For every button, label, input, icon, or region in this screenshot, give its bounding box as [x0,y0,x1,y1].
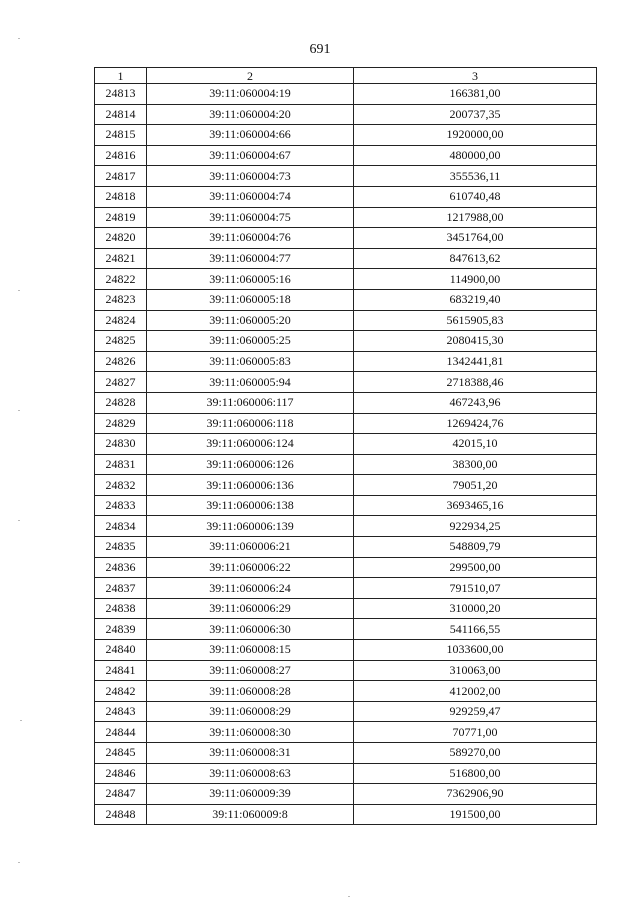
cadastral-number: 39:11:060008:28 [147,681,354,702]
scan-speck [18,410,20,411]
row-number: 24827 [95,372,147,393]
value: 1033600,00 [354,640,597,661]
cadastral-number: 39:11:060008:31 [147,743,354,764]
value: 412002,00 [354,681,597,702]
table-row [95,722,597,743]
row-number: 24824 [95,310,147,331]
row-number: 24823 [95,289,147,310]
cadastral-number: 39:11:060008:30 [147,722,354,743]
row-number: 24830 [95,434,147,455]
value: 683219,40 [354,289,597,310]
table-row [95,125,597,146]
row-number: 24844 [95,722,147,743]
cadastral-number: 39:11:060006:21 [147,537,354,558]
header-row [95,68,597,84]
value: 2718388,46 [354,372,597,393]
header-col-3: 3 [354,68,597,84]
row-number: 24819 [95,207,147,228]
cadastral-number: 39:11:060008:29 [147,701,354,722]
value: 1217988,00 [354,207,597,228]
value: 929259,47 [354,701,597,722]
table-row [95,207,597,228]
row-number: 24848 [95,804,147,825]
value: 1920000,00 [354,125,597,146]
table-row [95,228,597,249]
table-row [95,681,597,702]
value: 516800,00 [354,763,597,784]
table-row [95,331,597,352]
row-number: 24821 [95,248,147,269]
scan-speck [18,520,20,521]
table-row [95,84,597,105]
value: 70771,00 [354,722,597,743]
table-row [95,372,597,393]
table-row [95,784,597,805]
table-row [95,289,597,310]
table-row [95,186,597,207]
row-number: 24816 [95,145,147,166]
value: 480000,00 [354,145,597,166]
value: 355536,11 [354,166,597,187]
value: 38300,00 [354,454,597,475]
row-number: 24817 [95,166,147,187]
row-number: 24843 [95,701,147,722]
cadastral-number: 39:11:060006:118 [147,413,354,434]
value: 2080415,30 [354,331,597,352]
cadastral-number: 39:11:060005:25 [147,331,354,352]
cadastral-number: 39:11:060008:15 [147,640,354,661]
header-col-1: 1 [95,68,147,84]
cadastral-number: 39:11:060008:63 [147,763,354,784]
cadastral-number: 39:11:060004:73 [147,166,354,187]
value: 922934,25 [354,516,597,537]
value: 610740,48 [354,186,597,207]
row-number: 24838 [95,598,147,619]
value: 200737,35 [354,104,597,125]
value: 310000,20 [354,598,597,619]
cadastral-number: 39:11:060009:8 [147,804,354,825]
value: 299500,00 [354,557,597,578]
table-row [95,660,597,681]
row-number: 24828 [95,392,147,413]
cadastral-number: 39:11:060004:19 [147,84,354,105]
table-row [95,537,597,558]
table-row [95,619,597,640]
row-number: 24837 [95,578,147,599]
value: 3451764,00 [354,228,597,249]
row-number: 24836 [95,557,147,578]
value: 791510,07 [354,578,597,599]
cadastral-number: 39:11:060008:27 [147,660,354,681]
table-row [95,475,597,496]
row-number: 24846 [95,763,147,784]
table-row [95,145,597,166]
scan-speck [20,720,22,721]
table-row [95,516,597,537]
table-row [95,392,597,413]
row-number: 24820 [95,228,147,249]
table-row [95,269,597,290]
table-row [95,578,597,599]
scan-speck [18,862,20,863]
value: 548809,79 [354,537,597,558]
row-number: 24822 [95,269,147,290]
scan-speck [18,38,20,39]
cadastral-number: 39:11:060009:39 [147,784,354,805]
value: 7362906,90 [354,784,597,805]
table-row [95,248,597,269]
cadastral-number: 39:11:060005:18 [147,289,354,310]
table-row [95,351,597,372]
cadastral-number: 39:11:060006:138 [147,495,354,516]
row-number: 24847 [95,784,147,805]
value: 310063,00 [354,660,597,681]
cadastral-number: 39:11:060005:94 [147,372,354,393]
cadastral-number: 39:11:060004:75 [147,207,354,228]
row-number: 24834 [95,516,147,537]
value: 467243,96 [354,392,597,413]
row-number: 24842 [95,681,147,702]
cadastral-number: 39:11:060006:136 [147,475,354,496]
table-row [95,413,597,434]
cadastral-number: 39:11:060006:30 [147,619,354,640]
row-number: 24818 [95,186,147,207]
cadastral-number: 39:11:060006:126 [147,454,354,475]
row-number: 24814 [95,104,147,125]
value: 589270,00 [354,743,597,764]
table-row [95,495,597,516]
value: 1342441,81 [354,351,597,372]
table-row [95,598,597,619]
register-table [94,67,597,825]
cadastral-number: 39:11:060005:20 [147,310,354,331]
cadastral-number: 39:11:060004:66 [147,125,354,146]
table-row [95,701,597,722]
table-row [95,434,597,455]
table-row [95,104,597,125]
cadastral-number: 39:11:060005:83 [147,351,354,372]
table-body [95,84,597,825]
header-col-2: 2 [147,68,354,84]
value: 847613,62 [354,248,597,269]
value: 114900,00 [354,269,597,290]
table-row [95,557,597,578]
row-number: 24829 [95,413,147,434]
value: 541166,55 [354,619,597,640]
row-number: 24826 [95,351,147,372]
cadastral-number: 39:11:060006:29 [147,598,354,619]
row-number: 24815 [95,125,147,146]
value: 191500,00 [354,804,597,825]
cadastral-number: 39:11:060004:20 [147,104,354,125]
value: 42015,10 [354,434,597,455]
page-number: 691 [309,42,331,57]
value: 79051,20 [354,475,597,496]
row-number: 24813 [95,84,147,105]
table-row [95,763,597,784]
cadastral-number: 39:11:060004:76 [147,228,354,249]
scan-speck [348,896,350,897]
row-number: 24831 [95,454,147,475]
scan-speck [18,290,20,291]
table-row [95,166,597,187]
table-row [95,454,597,475]
row-number: 24835 [95,537,147,558]
cadastral-number: 39:11:060004:74 [147,186,354,207]
row-number: 24845 [95,743,147,764]
row-number: 24832 [95,475,147,496]
table-row [95,310,597,331]
row-number: 24825 [95,331,147,352]
value: 1269424,76 [354,413,597,434]
cadastral-number: 39:11:060005:16 [147,269,354,290]
cadastral-number: 39:11:060006:139 [147,516,354,537]
table-row [95,743,597,764]
row-number: 24840 [95,640,147,661]
cadastral-number: 39:11:060006:117 [147,392,354,413]
row-number: 24841 [95,660,147,681]
value: 5615905,83 [354,310,597,331]
value: 3693465,16 [354,495,597,516]
table-row [95,804,597,825]
cadastral-number: 39:11:060006:24 [147,578,354,599]
cadastral-number: 39:11:060004:77 [147,248,354,269]
value: 166381,00 [354,84,597,105]
row-number: 24839 [95,619,147,640]
table-row [95,640,597,661]
cadastral-number: 39:11:060006:22 [147,557,354,578]
cadastral-number: 39:11:060006:124 [147,434,354,455]
row-number: 24833 [95,495,147,516]
cadastral-number: 39:11:060004:67 [147,145,354,166]
